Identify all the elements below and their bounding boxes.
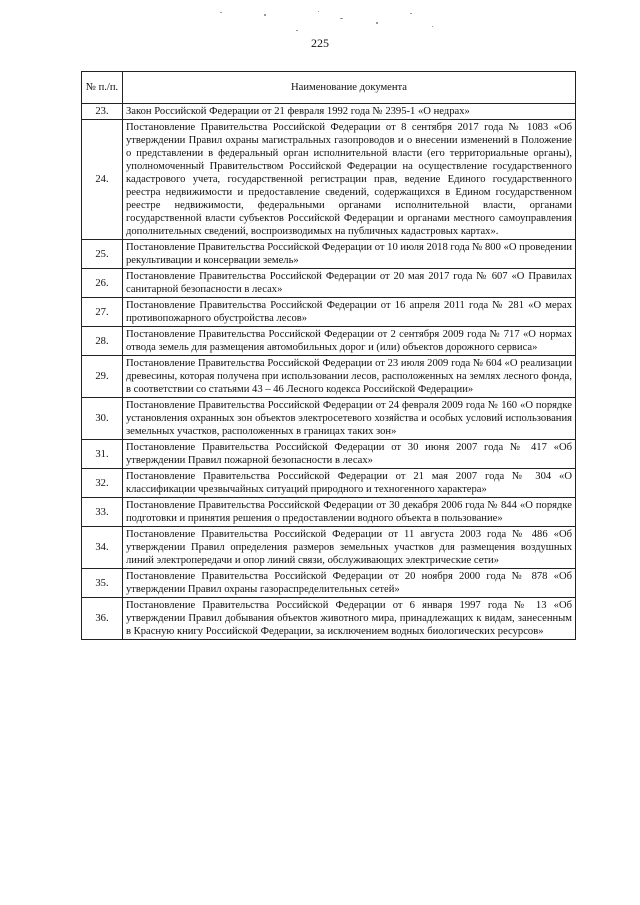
table-row bbox=[82, 569, 576, 598]
document-title: Закон Российской Федерации от 21 февраля 1992 года № 2395-1 «О недрах» bbox=[123, 104, 576, 120]
table-row bbox=[82, 356, 576, 398]
row-number: 29. bbox=[82, 356, 123, 398]
row-number: 31. bbox=[82, 440, 123, 469]
document-title: Постановление Правительства Российской Федерации от 16 апреля 2011 года № 281 «О мерах противопожарного обустройства лесов» bbox=[123, 298, 576, 327]
table-row bbox=[82, 104, 576, 120]
row-number: 35. bbox=[82, 569, 123, 598]
table-row bbox=[82, 327, 576, 356]
document-title: Постановление Правительства Российской Федерации от 20 ноября 2000 года № 878 «Об утверждении Правил охраны газораспределительных сетей» bbox=[123, 569, 576, 598]
column-header-name: Наименование документа bbox=[123, 72, 576, 104]
page-number: 225 bbox=[311, 36, 329, 50]
table-row bbox=[82, 469, 576, 498]
row-number: 34. bbox=[82, 527, 123, 569]
row-number: 32. bbox=[82, 469, 123, 498]
row-number: 24. bbox=[82, 120, 123, 240]
documents-table bbox=[81, 71, 576, 640]
table-row bbox=[82, 398, 576, 440]
row-number: 27. bbox=[82, 298, 123, 327]
document-title: Постановление Правительства Российской Федерации от 24 февраля 2009 года № 160 «О порядке установления охранных зон объектов электросетевого хозяйства и особых условий использования земельных участков, расположенных в границах таких зон» bbox=[123, 398, 576, 440]
document-title: Постановление Правительства Российской Федерации от 21 мая 2007 года № 304 «О классификации чрезвычайных ситуаций природного и техногенного характера» bbox=[123, 469, 576, 498]
document-title: Постановление Правительства Российской Федерации от 10 июля 2018 года № 800 «О проведении рекультивации и консервации земель» bbox=[123, 240, 576, 269]
document-title: Постановление Правительства Российской Федерации от 30 июня 2007 года № 417 «Об утверждении Правил пожарной безопасности в лесах» bbox=[123, 440, 576, 469]
table-row bbox=[82, 240, 576, 269]
row-number: 33. bbox=[82, 498, 123, 527]
column-header-number: № п./п. bbox=[82, 72, 123, 104]
table-row bbox=[82, 498, 576, 527]
document-title: Постановление Правительства Российской Федерации от 30 декабря 2006 года № 844 «О порядке подготовки и принятия решения о предоставлении водного объекта в пользование» bbox=[123, 498, 576, 527]
table-row bbox=[82, 440, 576, 469]
row-number: 30. bbox=[82, 398, 123, 440]
row-number: 36. bbox=[82, 598, 123, 640]
row-number: 25. bbox=[82, 240, 123, 269]
row-number: 28. bbox=[82, 327, 123, 356]
table-row bbox=[82, 269, 576, 298]
document-title: Постановление Правительства Российской Федерации от 11 августа 2003 года № 486 «Об утверждении Правил определения размеров земельных участков для размещения воздушных линий электропередачи и опор линий связи, обслуживающих электрические сети» bbox=[123, 527, 576, 569]
document-title: Постановление Правительства Российской Федерации от 23 июля 2009 года № 604 «О реализации древесины, которая получена при использовании лесов, расположенных на землях лесного фонда, в соответствии со статьями 43 – 46 Лесного кодекса Российской Федерации» bbox=[123, 356, 576, 398]
row-number: 23. bbox=[82, 104, 123, 120]
document-title: Постановление Правительства Российской Федерации от 8 сентября 2017 года № 1083 «Об утверждении Правил охраны магистральных газопроводов и о внесении изменений в Положение о представлении в федеральный орган исполнительной власти (его территориальные органы), уполномоченный Правительством Российской Федерации на осуществление государственного кадастрового учета, государственной регистрации прав, ведение Единого государственного реестра недвижимости и предоставление сведений, содержащихся в Едином государственном реестре недвижимости, федеральными органами исполнительной власти, органами государственной власти субъектов Российской Федерации и органами местного самоуправления дополнительных сведений, воспроизводимых на публичных кадастровых картах». bbox=[123, 120, 576, 240]
table-header-row bbox=[82, 72, 576, 104]
row-number: 26. bbox=[82, 269, 123, 298]
table-row bbox=[82, 120, 576, 240]
table-row bbox=[82, 527, 576, 569]
table-row bbox=[82, 598, 576, 640]
table-row bbox=[82, 298, 576, 327]
document-title: Постановление Правительства Российской Федерации от 2 сентября 2009 года № 717 «О нормах отвода земель для размещения автомобильных дорог и (или) объектов дорожного сервиса» bbox=[123, 327, 576, 356]
document-title: Постановление Правительства Российской Федерации от 6 января 1997 года № 13 «Об утверждении Правил добывания объектов животного мира, принадлежащих к видам, занесенным в Красную книгу Российской Федерации, за исключением водных биологических ресурсов» bbox=[123, 598, 576, 640]
document-title: Постановление Правительства Российской Федерации от 20 мая 2017 года № 607 «О Правилах санитарной безопасности в лесах» bbox=[123, 269, 576, 298]
